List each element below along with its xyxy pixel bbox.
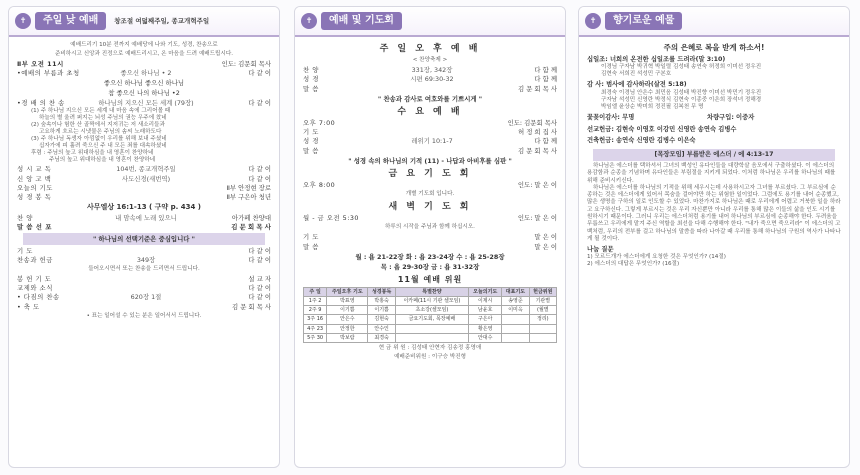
panel-subtitle: 창조절 여덟째주일, 종교개혁주일 <box>114 16 210 25</box>
order-person: 다 같 이 <box>248 69 271 78</box>
table-cell: 이카페(11시 기관 셀모임) <box>395 296 468 305</box>
lyric-line: 좋으신 하나님 좋으신 하나님 <box>103 79 185 88</box>
table-header: 성경봉독 <box>368 287 395 296</box>
order-label: 찬 양 <box>303 66 319 75</box>
order-person: Ⅱ부 안정현 장로 <box>226 183 271 192</box>
table-cell: 4주 23 <box>304 324 327 333</box>
hymn-line: (3) 주 하나님 독생자 아낌없이 우리를 위해 보내 주셨네 <box>31 136 167 143</box>
order-label: • 다짐의 찬송 <box>17 293 60 302</box>
offering-note: 들어오시면서 또는 찬송을 드리면서 드립니다. <box>88 266 200 273</box>
order-content: 104번, 종교개혁주일 <box>116 165 176 174</box>
order-label: 말 씀 <box>303 84 319 93</box>
order-person: 허 정 희 집 사 <box>518 128 557 137</box>
committee-footer: 현 금 위 원 : 김성태 안현자 김송정 홍영애 <box>378 345 482 352</box>
order-label: 교제와 소식 <box>17 284 53 293</box>
table-cell: 안대수 <box>469 333 502 342</box>
order-person: 다 같 이 <box>248 99 271 108</box>
name-list: 박임엘 윤상순 박미희 정진필 김복천 무 명 <box>601 104 704 111</box>
intro-line: 예배드리기 10분 전까지 예배당에 나와 기도, 성경, 찬송으로 <box>70 42 218 48</box>
section-title: 새 벽 기 도 회 <box>388 202 472 213</box>
order-person: 김 문 회 목 사 <box>518 146 557 155</box>
order-label: 성 시 교 독 <box>17 165 52 174</box>
order-label: •예배의 부름과 초청 <box>17 69 80 78</box>
order-content: 620장 1절 <box>130 293 162 302</box>
table-row <box>304 306 557 315</box>
hymn-line: (1) 주 하나님 지으신 모든 세계 내 마음 속에 그리어볼 때 <box>31 108 171 115</box>
table-cell: 안수인 <box>368 324 395 333</box>
table-cell: 기관별 <box>529 296 556 305</box>
table-cell: 이제시 <box>469 296 502 305</box>
table-cell: 황은영 <box>469 324 502 333</box>
order-label: 말 씀 <box>303 242 319 251</box>
section-subtitle: < 찬양축제 > <box>412 57 448 64</box>
order-label: 기 도 <box>17 246 33 255</box>
lyric-line: 참 좋으신 나의 하나님 •2 <box>108 89 180 98</box>
table-row <box>304 333 557 342</box>
section-note: 하루의 시작을 주님과 함께 하십시오. <box>385 224 475 231</box>
reading-schedule: 월 : 욥 21-22장 화 : 욥 23-24장 수 : 욥 25-28장 <box>355 252 505 261</box>
sermon-title: " 찬송과 감사로 여호와를 기쁘시게 " <box>377 94 483 103</box>
mission-offering: 선교헌금: 김현숙 이영호 이강민 신영란 송연숙 김병수 <box>587 125 737 133</box>
table-cell: 이기쁨 <box>368 306 395 315</box>
table-cell: 3주 16 <box>304 315 327 324</box>
order-content: 시편 69:30-32 <box>410 75 454 84</box>
hymn-line: 하늘의 별 울려 퍼지는 뇌성 주님의 권능 우주에 찼네 <box>39 115 167 122</box>
vehicle-offering: 차량구입: 이중자 <box>707 114 755 122</box>
reading-schedule: 목 : 욥 29-30장 금 : 욥 31-32장 <box>380 262 480 271</box>
order-label: 성 경 봉 독 <box>17 192 52 201</box>
order-label: 신 앙 고 백 <box>17 174 52 183</box>
table-cell: 남윤호 <box>469 306 502 315</box>
service-leader: 인도: 말 은 이 <box>517 214 557 223</box>
service-leader: 인도: 김문회 목사 <box>221 59 271 68</box>
order-label: 찬송과 헌금 <box>17 256 53 265</box>
table-cell: 김현숙 <box>368 315 395 324</box>
order-content: 하나님의 지으신 모든 세계 (79장) <box>98 99 194 108</box>
order-person: 다 함 께 <box>534 137 557 146</box>
order-content: 349장 <box>136 256 156 265</box>
table-cell: 2주 9 <box>304 306 327 315</box>
table-cell: 이미옥 <box>502 306 529 315</box>
table-cell: (월별 <box>529 306 556 315</box>
table-cell: 정리) <box>529 315 556 324</box>
church-icon: ✝ <box>15 13 31 29</box>
table-cell <box>529 333 556 342</box>
order-content: 331장, 342장 <box>411 66 453 75</box>
order-person: 김 문 회 목 사 <box>232 302 271 311</box>
service-time: Ⅱ부 오전 11시 <box>17 59 64 68</box>
order-person: 다 같 이 <box>248 246 271 255</box>
order-content: 내 맘속에 노래 있으니 <box>115 213 177 222</box>
table-cell: 박홍숙 <box>368 296 395 305</box>
table-cell: 안정한 <box>327 324 368 333</box>
meeting-paragraph: 하나님은 에스더를 하나님의 기적을 위해 세우시는데 사용하시고자 그녀를 부르셨다. 그 부르심에 순종하는 것은 에스더에게 있어서 목숨을 걸어야만 하는 위험한 일이었다. 그럼에도 용기를 내어 순종했고, 많은 생명을 구하의 일로 인도할 수 있었다. 마찬가지로 하나님은 때로 우리에게 어렵고 거북한 일을 하라고 요구하신다. 그렇게 부르시는 것은 우리 자신뿐만 아니라 우리를 통해 많은 이들의 삶을 인도 시기를 원하시기 때문이다. 그러니 우리는 에스더처럼 용기를 내어 하나님의 부르심에 순종해야 한다. 두려움을 무릅쓰고 우리에게 맡겨 주신 역할을 최선을 다해 수행해야 한다. "내가 죽으면 죽으리라" 이 에스더의 고백처럼, 우리의 전부를 걸고 하나님의 말씀을 따라 나아갈 때 우리를 통해 하나님의 구원의 역사가 나타나게 될 것이다. <box>587 184 841 242</box>
order-person: 다 같 이 <box>248 165 271 174</box>
order-label: 말 씀 <box>303 146 319 155</box>
church-icon: ✝ <box>585 13 601 29</box>
table-cell <box>502 315 529 324</box>
order-person: 다 함 께 <box>534 75 557 84</box>
table-cell: 송영준 <box>502 296 529 305</box>
sermon-title: " 성경 속의 하나님의 기적 (11) - 나답과 아비후를 심판 " <box>348 156 512 165</box>
panel-header <box>295 7 565 37</box>
questions-title: 나눔 질문 <box>587 246 614 254</box>
church-icon: ✝ <box>301 13 317 29</box>
panel-title: 주일 낮 예배 <box>35 12 106 31</box>
order-person: 아가페 찬양대 <box>231 213 271 222</box>
table-cell <box>529 324 556 333</box>
building-offering: 건축헌금: 송연숙 신영란 김병수 이은숙 <box>587 136 696 144</box>
order-label: • 축 도 <box>17 302 40 311</box>
table-header: 대표기도 <box>502 287 529 296</box>
table-row <box>304 296 557 305</box>
intro-line: 준비하시고 신앙과 진정으로 예배드리시고, 온 마음을 드려 예배드립시다. <box>54 50 234 57</box>
order-content: 사도신경(새번역) <box>121 174 171 183</box>
order-label: 말 씀 선 포 <box>17 222 52 231</box>
table-row <box>304 324 557 333</box>
name-list: 이경님 구자남 박귀혁 박일렬 김성태 송연숙 허정희 이미선 정우진 <box>601 63 762 70</box>
table-cell: 구은아 <box>469 315 502 324</box>
panel-header <box>9 7 279 37</box>
order-content: 레위기 10:1-7 <box>411 137 453 146</box>
order-label: 기 도 <box>303 128 319 137</box>
order-person: 다 함 께 <box>534 66 557 75</box>
name-list: 김현숙 서희진 석성민 구본호 <box>601 71 672 78</box>
order-label: 성 경 <box>303 137 319 146</box>
table-cell: 최경숙 <box>368 333 395 342</box>
table-cell: 이기쁨 <box>327 306 368 315</box>
footer-note: • 표는 일어설 수 있는 분은 일어서서 드립니다. <box>86 312 202 319</box>
table-header: 주 일 <box>304 287 327 296</box>
order-label: •경 배 의 찬 송 <box>17 99 65 108</box>
order-person: 다 같 이 <box>248 256 271 265</box>
order-person: Ⅱ부 구은아 청년 <box>226 192 271 201</box>
order-label: 기 도 <box>303 233 319 242</box>
order-person: 김 문 회 목 사 <box>518 84 557 93</box>
table-row <box>304 315 557 324</box>
table-cell: 1주 2 <box>304 296 327 305</box>
committee-table <box>303 287 557 344</box>
order-person: 다 같 이 <box>248 293 271 302</box>
meeting-title: [목장모임] 부름받은 에스더 / 에 4:13-17 <box>593 149 835 161</box>
hymn-line: 고요하게 흐르는 시냇물은 주님의 솜씨 노래하도다 <box>39 129 162 136</box>
hymn-line: 십자가에 피 흘려 죽으신 주 내 모든 죄를 대속하셨네 <box>39 143 167 150</box>
table-cell: 금요기도회, 목장예배 <box>395 315 468 324</box>
offerings-panel <box>578 6 850 468</box>
table-cell: 박표영 <box>327 296 368 305</box>
service-leader: 인도: 김문회 목사 <box>507 119 557 128</box>
order-person: 말 은 이 <box>534 233 557 242</box>
table-cell: 박보람 <box>327 333 368 342</box>
question: 2) 에스더의 대답은 무엇인가? (16절) <box>587 261 680 268</box>
panel-title: 예배 및 기도회 <box>321 12 402 31</box>
chorus-line: 후렴 : 주님의 높고 위대하심을 내 영혼이 찬양하네 <box>31 150 154 157</box>
hymn-line: (2) 숲속이나 험한 산 골짝에서 지저귀는 저 새소리들과 <box>31 122 165 129</box>
panel-title: 향기로운 예물 <box>605 12 682 31</box>
name-list: 구자남 석성민 신영란 박정식 김현숙 이종중 이은희 장석녀 정해경 <box>601 96 762 103</box>
chorus-line: 주님의 높고 위대하심을 내 영혼이 찬양하네 <box>49 157 156 164</box>
sermon-title: " 하나님의 선택기준은 중심입니다 " <box>23 233 265 245</box>
order-content: 좋으신 하나님 • 2 <box>120 69 172 78</box>
table-cell: 안은수 <box>327 315 368 324</box>
panel-header <box>579 7 849 37</box>
order-label: 봉 헌 기 도 <box>17 275 52 284</box>
table-header: 주일오후 기도 <box>327 287 368 296</box>
section-title: 주 일 오 후 예 배 <box>379 44 481 54</box>
order-person: 다 같 이 <box>248 174 271 183</box>
services-panel <box>294 6 566 468</box>
committee-title: 11월 예배 위원 <box>397 274 463 284</box>
table-cell <box>502 333 529 342</box>
meeting-paragraph: 하나님은 에스더를 택하셔서 그녀의 백성인 유다인들을 대량학살 음모에서 구출하셨다. 이 에스더의 용감함과 순종을 기념하며 유다인들은 부림절을 지키게 되었다. 이처럼 하나님은 우리를 하나님의 때를 위해 준비시키신다. <box>587 163 836 184</box>
section-note: 개별 기도회 입니다. <box>405 191 455 198</box>
order-label: 찬 양 <box>17 213 33 222</box>
order-person: 다 같 이 <box>248 284 271 293</box>
greeting: 주의 은혜로 복을 받게 하소서! <box>663 43 765 52</box>
section-title: 금 요 기 도 회 <box>388 168 472 179</box>
service-leader: 인도: 말 은 이 <box>517 181 557 190</box>
service-time: 오후 8:00 <box>303 181 336 190</box>
table-cell <box>502 324 529 333</box>
table-header: 헌금위원 <box>529 287 556 296</box>
table-cell <box>395 333 468 342</box>
table-cell: 5주 30 <box>304 333 327 342</box>
table-cell <box>395 324 468 333</box>
table-header: 오늘의기도 <box>469 287 502 296</box>
section-title: 수 요 예 배 <box>397 106 463 117</box>
committee-footer: 예배준비위원 : 이구승 박진형 <box>393 354 467 361</box>
order-person: 김 문 회 목 사 <box>231 222 271 231</box>
order-label: 오늘의 기도 <box>17 183 53 192</box>
order-person: 말 은 이 <box>534 242 557 251</box>
table-header: 특별찬양 <box>395 287 468 296</box>
tithe-label: 십일조: 너희의 온전한 십일조를 드려라(말 3:10) <box>587 55 726 63</box>
scripture-reference: 사무엘상 16:1-13 ( 구약 p. 434 ) <box>87 202 201 211</box>
name-list: 최경숙 이경님 안은수 최민음 김성태 박진향 이미선 박민기 정우진 <box>601 89 762 96</box>
question: 1) 모르드개가 에스더에게 요청한 것은 무엇인가? (14절) <box>587 254 726 261</box>
table-cell: 초소강(셀모임) <box>395 306 468 315</box>
service-time: 오후 7:00 <box>303 119 336 128</box>
flower-offering: 꽃꽂이감사: 무명 <box>587 114 635 122</box>
order-person: 설 교 자 <box>248 275 271 284</box>
order-label: 성 경 <box>303 75 319 84</box>
thanks-label: 감 사: 범사에 감사하라(살전 5:18) <box>587 81 687 89</box>
service-time: 월 - 금 오전 5:30 <box>303 214 359 223</box>
worship-order-panel <box>8 6 280 468</box>
